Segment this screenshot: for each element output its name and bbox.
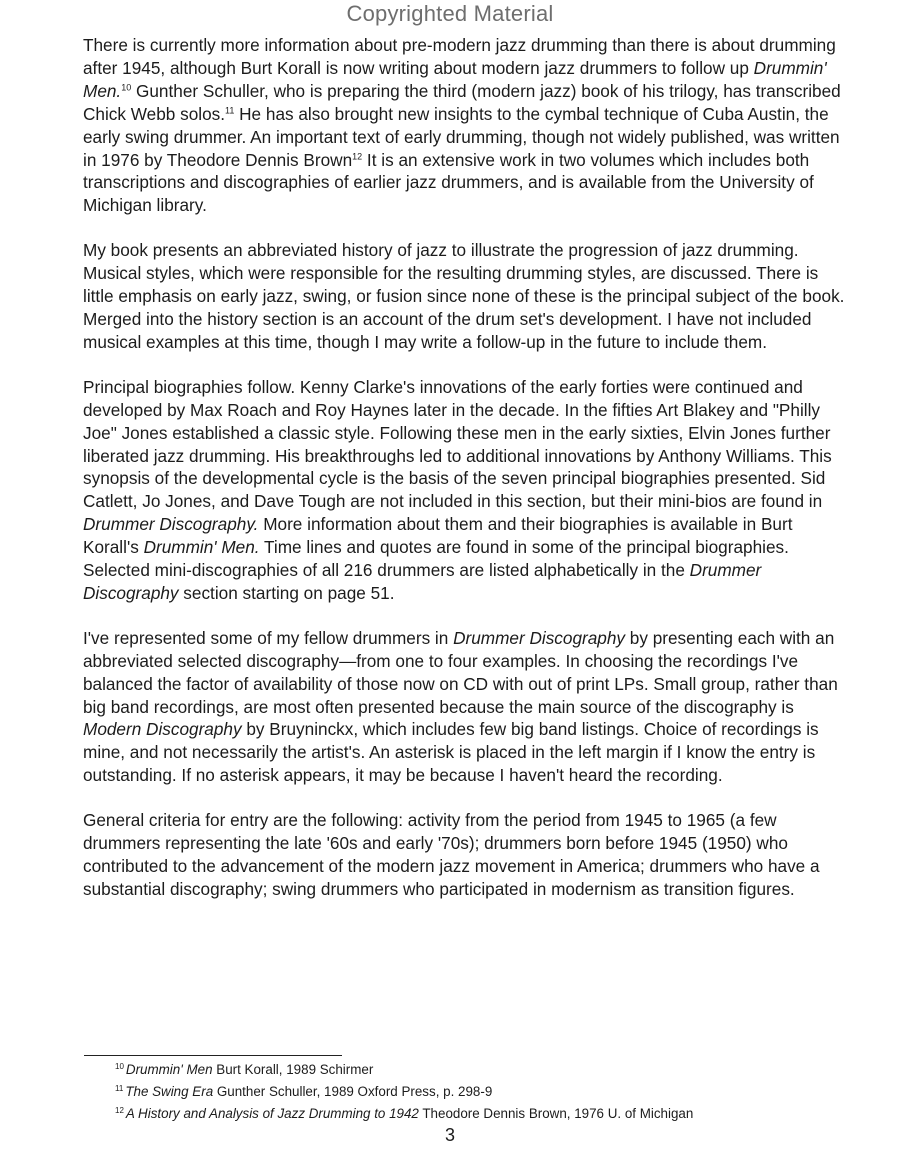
body-text <box>83 34 845 923</box>
book-title: Drummin' Men. <box>143 537 260 558</box>
book-title: Drummer Discography <box>83 560 762 603</box>
footnote-title: The Swing Era <box>125 1084 214 1099</box>
book-title: Drummer Discography <box>453 627 626 648</box>
footnote-number: 10 <box>115 1061 124 1071</box>
paragraph-biographies <box>83 376 845 605</box>
paragraph-book-overview: My book presents an abbreviated history of jazz to illustrate the progression of jazz drumming. Musical styles, which were responsible for the resulting drumming styles, are discussed. There is little emphasis on early jazz, swing, or fusion since none of these is the principal subject of the book. Merged into the history section is an account of the drum set's development. I have not included musical examples at this time, though I may write a follow-up in the future to include them. <box>83 240 845 352</box>
book-title: Drummin' Men. <box>83 57 827 101</box>
book-title: Drummer Discography. <box>83 514 259 535</box>
footnotes <box>115 1059 875 1125</box>
footnote-reference: 10 <box>121 82 132 93</box>
footnote-reference: 12 <box>352 150 363 161</box>
text-run: by Bruyninckx, which includes few big band listings. Choice of recordings is mine, and not necessarily the artist's. An asterisk is placed in the left margin if I know the entry is outstanding. If no asterisk appears, it may be because I haven't heard the recording. <box>83 719 819 786</box>
text-run: by presenting each with an abbreviated selected discography—from one to four examples. In choosing the recordings I've balanced the factor of availability of those now on CD with out of print LPs. Small group, rather than big band recordings, are most often presented because the main source of the discography is <box>83 627 838 717</box>
footnote-item <box>115 1081 875 1103</box>
text-run: It is an extensive work in two volumes which includes both transcriptions and discographies of earlier jazz drummers, and is available from the University of Michigan library. <box>83 149 814 216</box>
footnote-citation: Gunther Schuller, 1989 Oxford Press, p. 298-9 <box>213 1084 493 1099</box>
book-title: Modern Discography <box>83 719 242 740</box>
footnote-divider <box>84 1055 342 1056</box>
text-run: He has also brought new insights to the cymbal technique of Cuba Austin, the early swing drummer. An important text of early drumming, though not widely published, was written in 1976 by Theodore Dennis Brown <box>83 103 840 170</box>
text-run: Gunther Schuller, who is preparing the third (modern jazz) book of his trilogy, has transcribed Chick Webb solos. <box>83 80 841 124</box>
text-run: More information about them and their biographies is available in Burt Korall's <box>83 514 793 558</box>
footnote-number: 12 <box>115 1105 124 1115</box>
text-run: There is currently more information about pre-modern jazz drumming than there is about drumming after 1945, although Burt Korall is now writing about modern jazz drummers to follow up <box>83 35 836 78</box>
text-run: section starting on page 51. <box>178 582 395 603</box>
footnote-title: Drummin' Men <box>125 1062 213 1077</box>
footnote-item <box>115 1059 875 1081</box>
footnote-reference: 11 <box>225 104 235 115</box>
copyright-watermark: Copyrighted Material <box>346 1 554 26</box>
footnote-citation: Burt Korall, 1989 Schirmer <box>212 1062 374 1077</box>
page-number: 3 <box>444 1125 455 1145</box>
paragraph-criteria: General criteria for entry are the following: activity from the period from 1945 to 1965 (a few drummers representing the late '60s and early '70s); drummers born before 1945 (1950) who contributed to the advancement of the modern jazz movement in America; drummers who have a substantial discography; swing drummers who participated in modernism as transition figures. <box>83 810 820 899</box>
text-run: I've represented some of my fellow drummers in <box>83 627 454 648</box>
paragraph-intro <box>83 34 845 217</box>
footnote-title: A History and Analysis of Jazz Drumming to 1942 <box>125 1106 419 1121</box>
footnote-citation: Theodore Dennis Brown, 1976 U. of Michigan <box>418 1106 694 1121</box>
text-run: Principal biographies follow. Kenny Clarke's innovations of the early forties were continued and developed by Max Roach and Roy Haynes later in the decade. In the fifties Art Blakey and "Philly Joe" Jones established a classic style. Following these men in the early sixties, Elvin Jones further liberated jazz drumming. His breakthroughs led to additional innovations by Anthony Williams. This synopsis of the developmental cycle is the basis of the seven principal biographies presented. Sid Catlett, Jo Jones, and Dave Tough are not included in this section, but their mini-bios are found in <box>83 376 832 512</box>
text-run: Time lines and quotes are found in some of the principal biographies. Selected mini-discographies of all 216 drummers are listed alphabetically in the <box>83 537 789 581</box>
footnote-number: 11 <box>115 1083 124 1093</box>
footnote-item <box>115 1103 875 1125</box>
paragraph-discography <box>83 627 845 787</box>
